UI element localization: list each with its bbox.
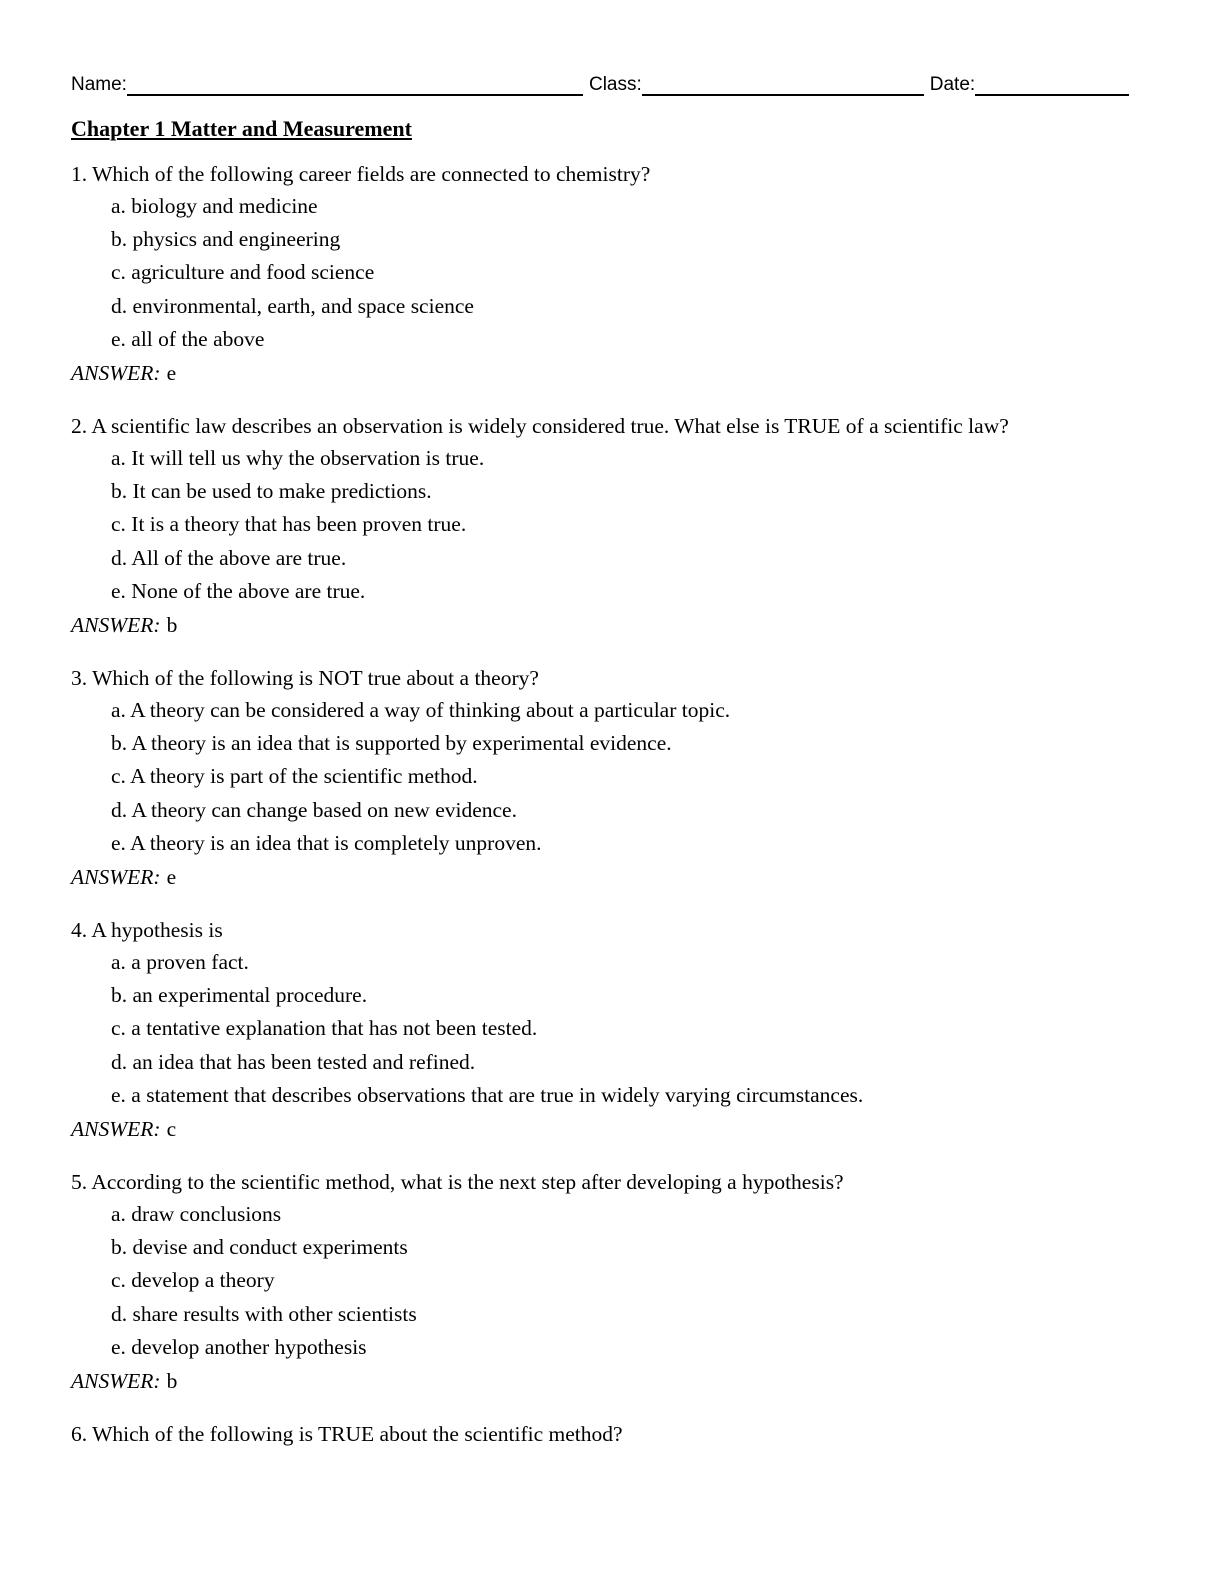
option-e: e. None of the above are true. [111, 578, 366, 603]
answer-label: ANSWER: [71, 361, 161, 386]
option-e: e. all of the above [111, 326, 265, 351]
option-a: a. draw conclusions [111, 1202, 282, 1227]
answer-value: b [166, 1369, 178, 1394]
answer-options [71, 1198, 1146, 1364]
question-3 [71, 662, 1146, 894]
question-2 [71, 410, 1146, 642]
question-1 [71, 158, 1146, 390]
answer-line [71, 1364, 1146, 1398]
option-a: a. It will tell us why the observation is true. [111, 446, 485, 471]
option-d: d. an idea that has been tested and refined. [111, 1049, 476, 1074]
option-c: c. A theory is part of the scientific method. [111, 764, 478, 789]
answer-label: ANSWER: [71, 1369, 161, 1394]
answer-label: ANSWER: [71, 865, 161, 890]
option-d: d. A theory can change based on new evidence. [111, 797, 517, 822]
question-stem: 5. According to the scientific method, what is the next step after developing a hypothesis? [71, 1170, 844, 1195]
option-e: e. develop another hypothesis [111, 1334, 367, 1359]
answer-label: ANSWER: [71, 1117, 161, 1142]
answer-line [71, 356, 1146, 390]
option-b: b. devise and conduct experiments [111, 1235, 408, 1260]
answer-options [71, 946, 1146, 1112]
answer-value: b [166, 613, 178, 638]
option-d: d. All of the above are true. [111, 545, 347, 570]
date-blank-line [975, 72, 1129, 96]
option-e: e. a statement that describes observations that are true in widely varying circumstances. [111, 1082, 864, 1107]
class-blank-line [642, 72, 924, 96]
answer-line [71, 860, 1146, 894]
question-stem: 2. A scientific law describes an observation is widely considered true. What else is TRUE of a scientific law? [71, 414, 1009, 439]
option-c: c. a tentative explanation that has not been tested. [111, 1016, 538, 1041]
question-5 [71, 1166, 1146, 1398]
option-d: d. share results with other scientists [111, 1301, 417, 1326]
question-stem: 4. A hypothesis is [71, 918, 223, 943]
option-a: a. a proven fact. [111, 950, 249, 975]
answer-line [71, 608, 1146, 642]
class-label: Class: [588, 74, 642, 95]
answer-options [71, 442, 1146, 608]
answer-line [71, 1112, 1146, 1146]
question-4 [71, 914, 1146, 1146]
option-a: a. A theory can be considered a way of thinking about a particular topic. [111, 698, 731, 723]
answer-value: e [166, 361, 177, 386]
chapter-title: Chapter 1 Matter and Measurement [71, 116, 412, 141]
option-c: c. It is a theory that has been proven true. [111, 512, 467, 537]
option-a: a. biology and medicine [111, 194, 318, 218]
answer-options [71, 190, 1146, 356]
option-c: c. agriculture and food science [111, 260, 375, 285]
option-d: d. environmental, earth, and space science [111, 293, 474, 318]
name-blank-line [127, 72, 583, 96]
name-label: Name: [71, 74, 127, 95]
option-b: b. an experimental procedure. [111, 983, 368, 1008]
worksheet-page [71, 70, 1146, 1450]
date-label: Date: [929, 74, 976, 95]
question-stem: 6. Which of the following is TRUE about the scientific method? [71, 1422, 623, 1447]
question-6 [71, 1418, 1146, 1450]
answer-value: c [166, 1117, 177, 1142]
answer-label: ANSWER: [71, 613, 161, 638]
option-c: c. develop a theory [111, 1268, 275, 1293]
student-info-header [71, 70, 1146, 96]
question-stem: 3. Which of the following is NOT true about a theory? [71, 666, 539, 691]
question-stem: 1. Which of the following career fields are connected to chemistry? [71, 162, 651, 186]
option-b: b. physics and engineering [111, 227, 341, 252]
answer-value: e [166, 865, 177, 890]
option-b: b. A theory is an idea that is supported by experimental evidence. [111, 731, 672, 756]
answer-options [71, 694, 1146, 860]
option-b: b. It can be used to make predictions. [111, 479, 432, 504]
option-e: e. A theory is an idea that is completely unproven. [111, 830, 542, 855]
